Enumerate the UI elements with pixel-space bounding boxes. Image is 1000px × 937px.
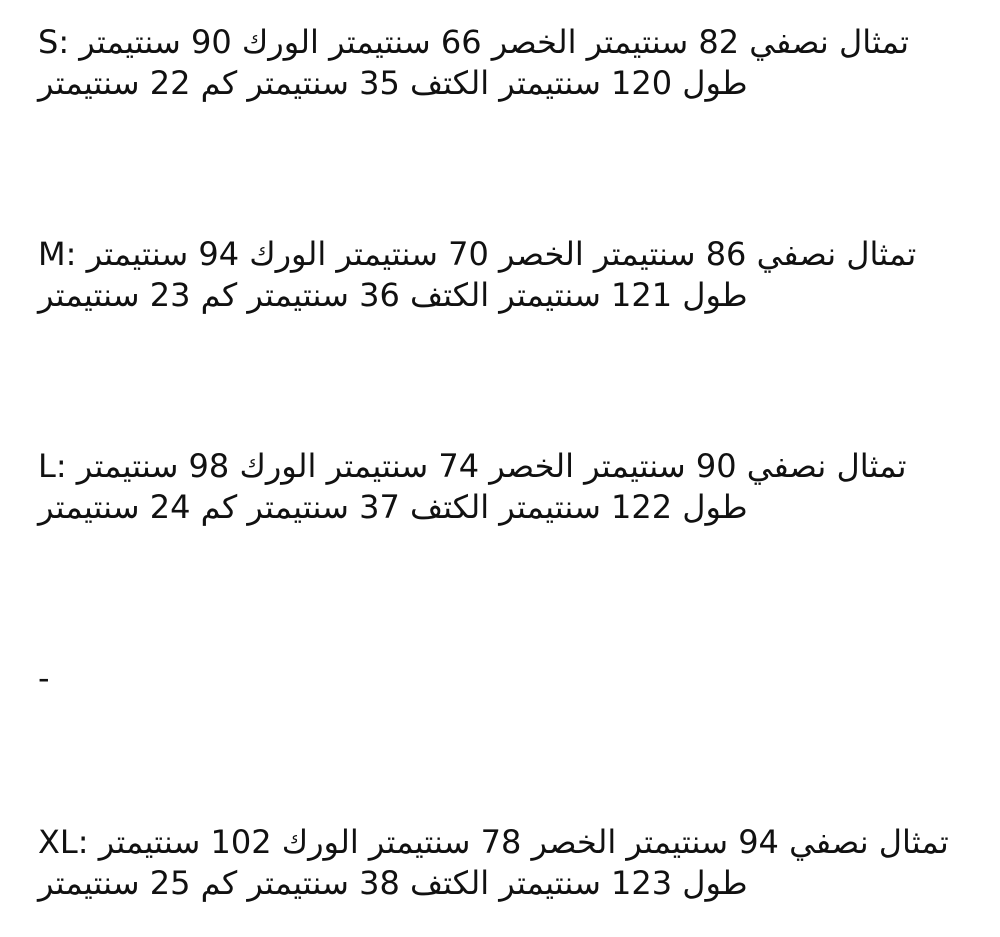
size-m-block: [38, 234, 916, 316]
size-m-measurements-line: تمثال نصفي 86 سنتيمتر الخصر 70 سنتيمتر الورك 94 سنتيمتر :M: [38, 235, 917, 273]
size-xl-length-line: طول 123 سنتيمتر الكتف 38 سنتيمتر كم 25 سنتيمتر: [38, 864, 748, 902]
size-m-length-line: طول 121 سنتيمتر الكتف 36 سنتيمتر كم 23 سنتيمتر: [38, 276, 748, 314]
size-l-block: [38, 446, 907, 528]
size-l-length-line: طول 122 سنتيمتر الكتف 37 سنتيمتر كم 24 سنتيمتر: [38, 488, 748, 526]
size-xl-measurements-line: تمثال نصفي 94 سنتيمتر الخصر 78 سنتيمتر الورك 102 سنتيمتر :XL: [38, 823, 949, 861]
separator-dash: -: [38, 659, 50, 697]
size-s-block: [38, 22, 909, 104]
size-xl-block: [38, 822, 949, 904]
size-s-measurements-line: تمثال نصفي 82 سنتيمتر الخصر 66 سنتيمتر الورك 90 سنتيمتر :S: [38, 23, 910, 61]
size-s-length-line: طول 120 سنتيمتر الكتف 35 سنتيمتر كم 22 سنتيمتر: [38, 64, 748, 102]
size-l-measurements-line: تمثال نصفي 90 سنتيمتر الخصر 74 سنتيمتر الورك 98 سنتيمتر :L: [38, 447, 907, 485]
